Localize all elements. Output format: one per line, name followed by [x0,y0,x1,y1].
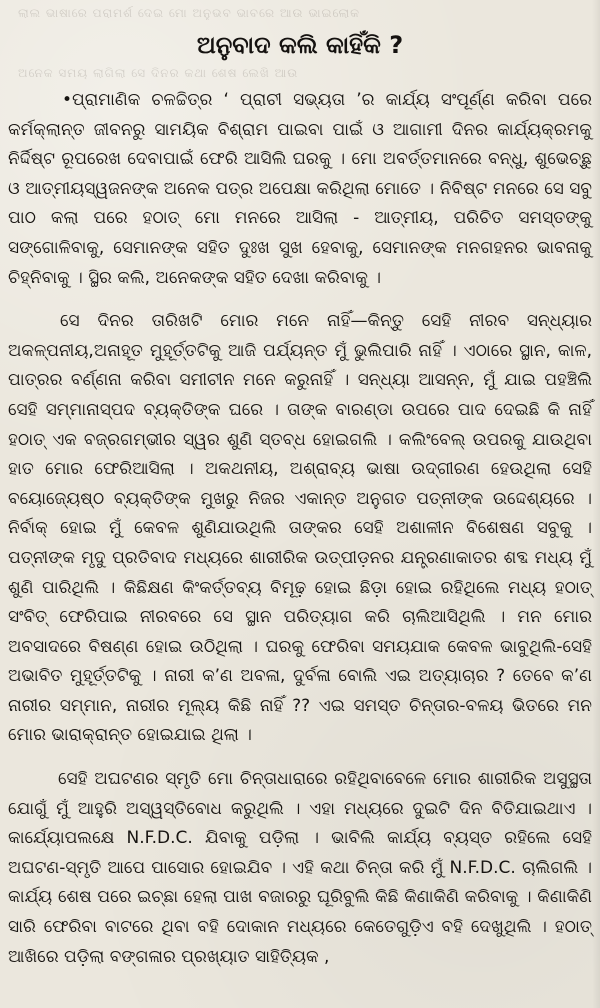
paragraph: ସେହି ଅଘଟଣର ସ୍ମୃତି ମୋ ଚିନ୍ତାଧାରାରେ ରହିଥିବାବେଳେ ମୋର ଶାରୀରିକ ଅସୁସ୍ଥତା ଯୋଗୁଁ ମୁଁ ଆହୁରି ଅସ୍ୱସ୍ତିବୋଧ କରୁଥିଲି । ଏହା ମଧ୍ୟରେ ଦୁଇଟି ଦିନ ବିତିଯାଇଥାଏ । କାର୍ଯ୍ୟୋପଲକ୍ଷେ N.F.D.C. ଯିବାକୁ ପଡ଼ିଲା । ଭାବିଲି କାର୍ଯ୍ୟ ବ୍ୟସ୍ତ ରହିଲେ ସେହି ଅଘଟଣ-ସ୍ମୃତି ଆପେ ପାସୋର ହୋଇଯିବ । ଏହି କଥା ଚିନ୍ତା କରି ମୁଁ N.F.D.C. ଚାଲିଗଲି । କାର୍ଯ୍ୟ ଶେଷ ପରେ ଇଚ୍ଛା ହେଲା ପାଖ ବଜାରରୁ ଘୂରିବୁଲି କିଛି କିଣାକିଣି କରିବାକୁ । କିଣାକିଣି ସାରି ଫେରିବା ବାଟରେ ଥିବା ବହି ଦୋକାନ ମଧ୍ୟରେ କେତେଗୁଡ଼ିଏ ବହି ଦେଖୁଥିଲି । ହଠାତ୍ ଆଖିରେ ପଡ଼ିଲା ବଙ୍ଗଳାର ପ୍ରଖ୍ୟାତ ସାହିତ୍ୟିକ , [8,769,592,967]
bleed-through-text: ଅନେକ ସମୟ ଲାଗିଲା ସେ ଦିନର କଥା ଶେଷ ଲେଖି ଆଉ [18,66,299,80]
paragraph: ସେ ଦିନର ତାରିଖଟି ମୋର ମନେ ନାହିଁ—କିନ୍ତୁ ସେହି ନୀରବ ସନ୍ଧ୍ୟାର ଅକଳ୍ପନୀୟ,ଅନାହୂତ ମୁହୂର୍ତ୍ତଟିକୁ ଆଜି ପର୍ଯ୍ୟନ୍ତ ମୁଁ ଭୁଲିପାରି ନାହିଁ । ଏଠାରେ ସ୍ଥାନ, କାଳ, ପାତ୍ରର ବର୍ଣ୍ଣନା କରିବା ସମୀଚୀନ ମନେ କରୁନାହିଁ । ସନ୍ଧ୍ୟା ଆସନ୍ନ, ମୁଁ ଯାଇ ପହଞ୍ଚିଲି ସେହି ସମ୍ମାନାସ୍ପଦ ବ୍ୟକ୍ତିଙ୍କ ଘରେ । ତାଙ୍କ ବାରଣ୍ଡା ଉପରେ ପାଦ ଦେଇଛି କି ନାହିଁ ହଠାତ୍ ଏକ ବଜ୍ରଗମ୍ଭୀର ସ୍ୱର ଶୁଣି ସ୍ତବ୍ଧ ହୋଇଗଲି । କଲିଂବେଲ୍ ଉପରକୁ ଯାଉଥିବା ହାତ ମୋର ଫେରିଆସିଲା । ଅକଥନୀୟ, ଅଶ୍ରାବ୍ୟ ଭାଷା ଉଦ୍‌ଗୀରଣ ହେଉଥିଲା ସେହି ବୟୋଜ୍ୟେଷ୍ଠ ବ୍ୟକ୍ତିଙ୍କ ମୁଖରୁ ନିଜର ଏକାନ୍ତ ଅନୁଗତ ପତ୍ନୀଙ୍କ ଉଦ୍ଦେଶ୍ୟରେ । ନିର୍ବାକ୍ ହୋଇ ମୁଁ କେବଳ ଶୁଣିଯାଉଥିଲି ତାଙ୍କର ସେହି ଅଶାଳୀନ ବିଶେଷଣ ସବୁକୁ । ପତ୍ନୀଙ୍କ ମୃଦୁ ପ୍ରତିବାଦ ମଧ୍ୟରେ ଶାରୀରିକ ଉତ୍ପୀଡ଼ନର ଯନ୍ତ୍ରଣାକାତର ଶବ୍ଦ ମଧ୍ୟ ମୁଁ ଶୁଣି ପାରିଥିଲି । କିଛିକ୍ଷଣ କିଂକର୍ତ୍ତବ୍ୟ ବିମୂଢ଼ ହୋଇ ଛିଡ଼ା ହୋଇ ରହିଥିଲେ ମଧ୍ୟ ହଠାତ୍ ସଂବିତ୍ ଫେରିପାଇ ନୀରବରେ ସେ ସ୍ଥାନ ପରିତ୍ୟାଗ କରି ଚାଲିଆସିଥିଲି । ମନ ମୋର ଅବସାଦରେ ବିଷଣ୍ଣ ହୋଇ ଉଠିଥିଲା । ଘରକୁ ଫେରିବା ସମୟଯାକ କେବଳ ଭାବୁଥିଲି-ସେହି ଅଭାବିତ ମୁହୂର୍ତ୍ତଟିକୁ । ନାରୀ କ’ଣ ଅବଳା, ଦୁର୍ବଳା ବୋଲି ଏଇ ଅତ୍ୟାଚାର ? ତେବେ କ’ଣ ନାରୀର ସମ୍ମାନ, ନାରୀର ମୂଲ୍ୟ କିଛି ନାହିଁ ?? ଏଇ ସମସ୍ତ ଚିନ୍ତାର-ବଳୟ ଭିତରେ ମନ ମୋର ଭାରାକ୍ରାନ୍ତ ହୋଇଯାଇ ଥିଲା । [8,311,592,746]
page-title: ଅନୁବାଦ କଲି କାହିଁକି ? [196,31,404,59]
body-text [8,86,592,972]
paragraph: •ପ୍ରାମାଣିକ ଚଳଚ୍ଚିତ୍ର ‘ ପ୍ରାଚୀ ସଭ୍ୟତା ’ର କାର୍ଯ୍ୟ ସଂପୂର୍ଣ୍ଣ କରିବା ପରେ କର୍ମକ୍ଲାନ୍ତ ଜୀବନରୁ ସାମୟିକ ବିଶ୍ରାମ ପାଇବା ପାଇଁ ଓ ଆଗାମୀ ଦିନର କାର୍ଯ୍ୟକ୍ରମକୁ ନିର୍ଦ୍ଦିଷ୍ଟ ରୂପରେଖ ଦେବାପାଇଁ ଫେରି ଆସିଲି ଘରକୁ । ମୋ ଅବର୍ତ୍ତମାନରେ ବନ୍ଧୁ, ଶୁଭେଚ୍ଛୁ ଓ ଆତ୍ମୀୟସ୍ୱଜନଙ୍କ ଅନେକ ପତ୍ର ଅପେକ୍ଷା କରିଥିଲା ମୋତେ । ନିବିଷ୍ଟ ମନରେ ସେ ସବୁ ପାଠ କଲା ପରେ ହଠାତ୍ ମୋ ମନରେ ଆସିଲା - ଆତ୍ମୀୟ, ପରିଚିତ ସମସ୍ତଙ୍କୁ ସଙ୍ଗୋଳିବାକୁ, ସେମାନଙ୍କ ସହିତ ଦୁଃଖ ସୁଖ ହେବାକୁ, ସେମାନଙ୍କ ମନଗହନର ଭାବନାକୁ ଚିହ୍ନିବାକୁ । ସ୍ଥିର କଲି, ଅନେକଙ୍କ ସହିତ ଦେଖା କରିବାକୁ । [8,90,592,288]
bleed-through-text: ଲାଲ ଭାଷାରେ ପରାମର୍ଶ ଦେଇ ମୋ ଅନୁଭବ ଭାବରେ ଆଉ ଭାଇଲୋକ [18,6,361,20]
page-edge-shadow [592,0,600,1008]
